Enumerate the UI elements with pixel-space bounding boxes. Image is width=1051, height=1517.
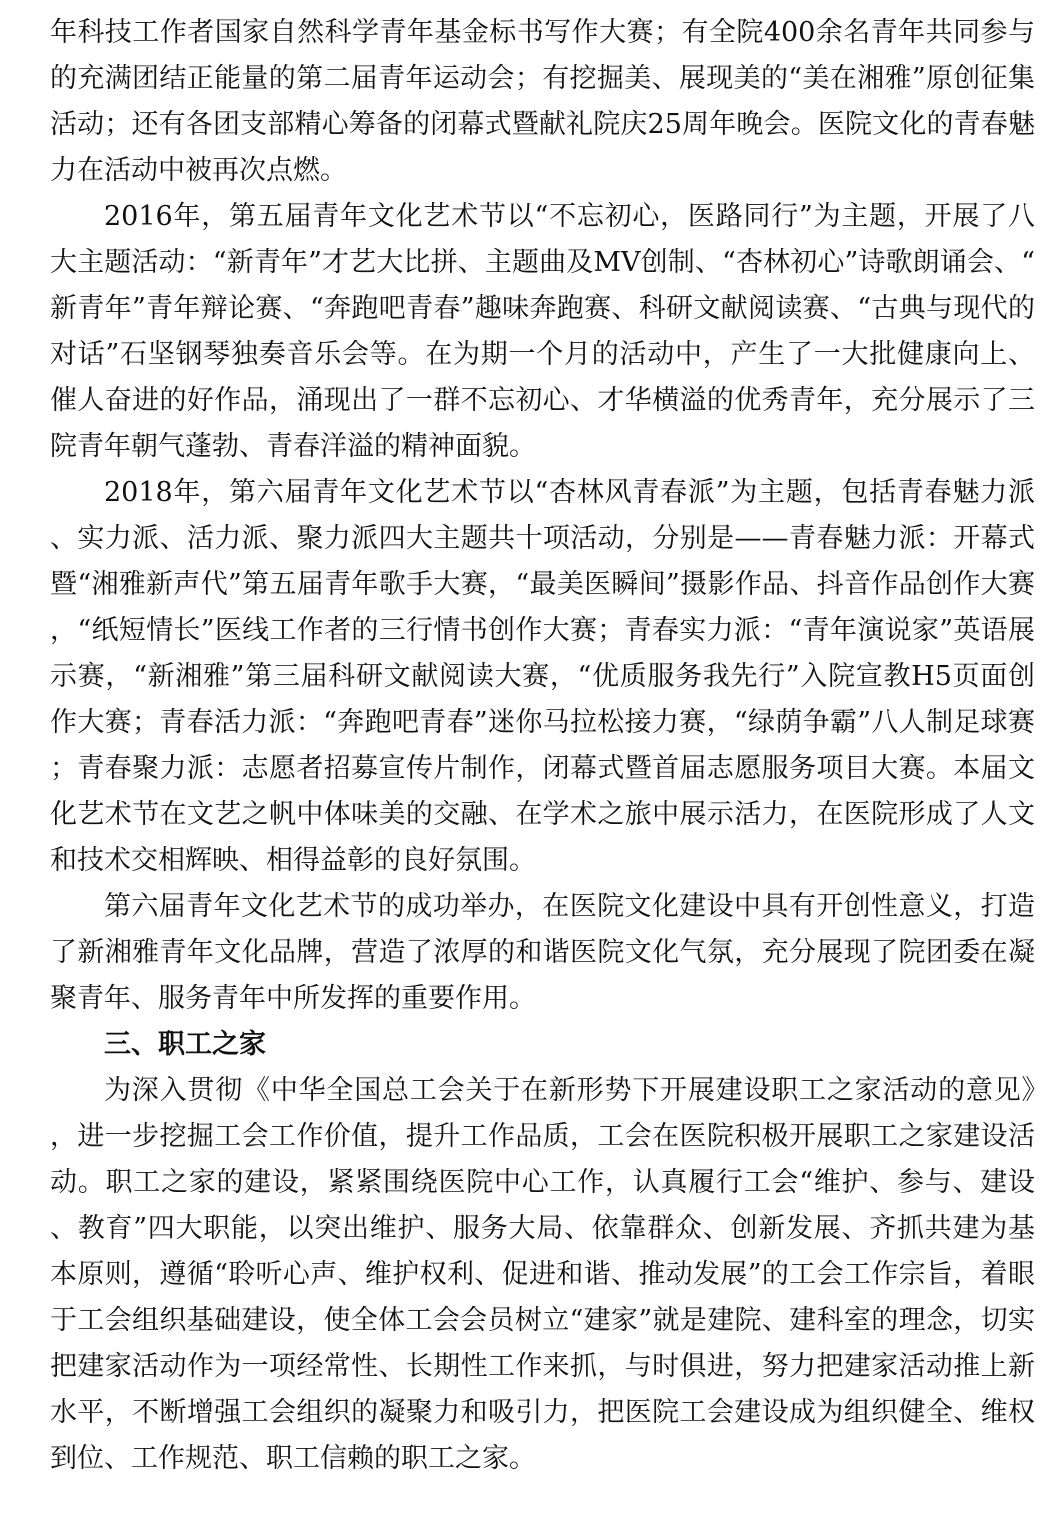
paragraph-sixth-festival-significance: 第六届青年文化艺术节的成功举办，在医院文化建设中具有开创性意义，打造了新湘雅青年文化品牌，营造了浓厚的和谐医院文化气氛，充分展现了院团委在凝聚青年、服务青年中所发挥的重要作用。 [50,891,1035,1014]
paragraph-continued-activities: 年科技工作者国家自然科学青年基金标书写作大赛；有全院400余名青年共同参与的充满团结正能量的第二届青年运动会；有挖掘美、展现美的“美在湘雅”原创征集活动；还有各团支部精心筹备的闭幕式暨献礼院庆25周年晚会。医院文化的青春魅力在活动中被再次点燃。 [50,17,1035,186]
paragraph-fifth-youth-festival: 2016年，第五届青年文化艺术节以“不忘初心，医路同行”为主题，开展了八大主题活动：“新青年”才艺大比拼、主题曲及MV创制、“杏林初心”诗歌朗诵会、“新青年”青年辩论赛、“奔跑吧青春”趣味奔跑赛、科研文献阅读赛、“古典与现代的对话”石坚钢琴独奏音乐会等。在为期一个月的活动中，产生了一大批健康向上、催人奋进的好作品，涌现出了一群不忘初心、才华横溢的优秀青年，充分展示了三院青年朝气蓬勃、青春洋溢的精神面貌。 [50,201,1035,462]
document-page [50,10,1035,1482]
paragraph-sixth-youth-festival: 2018年，第六届青年文化艺术节以“杏林风青春派”为主题，包括青春魅力派、实力派、活力派、聚力派四大主题共十项活动，分别是——青春魅力派：开幕式暨“湘雅新声代”第五届青年歌手大赛，“最美医瞬间”摄影作品、抖音作品创作大赛，“纸短情长”医线工作者的三行情书创作大赛；青春实力派：“青年演说家”英语展示赛，“新湘雅”第三届科研文献阅读大赛，“优质服务我先行”入院宣教H5页面创作大赛；青春活力派：“奔跑吧青春”迷你马拉松接力赛，“绿荫争霸”八人制足球赛；青春聚力派：志愿者招募宣传片制作，闭幕式暨首届志愿服务项目大赛。本届文化艺术节在文艺之帆中体味美的交融、在学术之旅中展示活力，在医院形成了人文和技术交相辉映、相得益彰的良好氛围。 [50,477,1035,876]
paragraph-staff-home: 为深入贯彻《中华全国总工会关于在新形势下开展建设职工之家活动的意见》，进一步挖掘工会工作价值，提升工作品质，工会在医院积极开展职工之家建设活动。职工之家的建设，紧紧围绕医院中心工作，认真履行工会“维护、参与、建设、教育”四大职能，以突出维护、服务大局、依靠群众、创新发展、齐抓共建为基本原则，遵循“聆听心声、维护权利、促进和谐、推动发展”的工会工作宗旨，着眼于工会组织基础建设，使全体工会会员树立“建家”就是建院、建科室的理念，切实把建家活动作为一项经常性、长期性工作来抓，与时俱进，努力把建家活动推上新水平，不断增强工会组织的凝聚力和吸引力，把医院工会建设成为组织健全、维权到位、工作规范、职工信赖的职工之家。 [50,1075,1035,1474]
section-heading-staff-home: 三、职工之家 [104,1029,266,1060]
